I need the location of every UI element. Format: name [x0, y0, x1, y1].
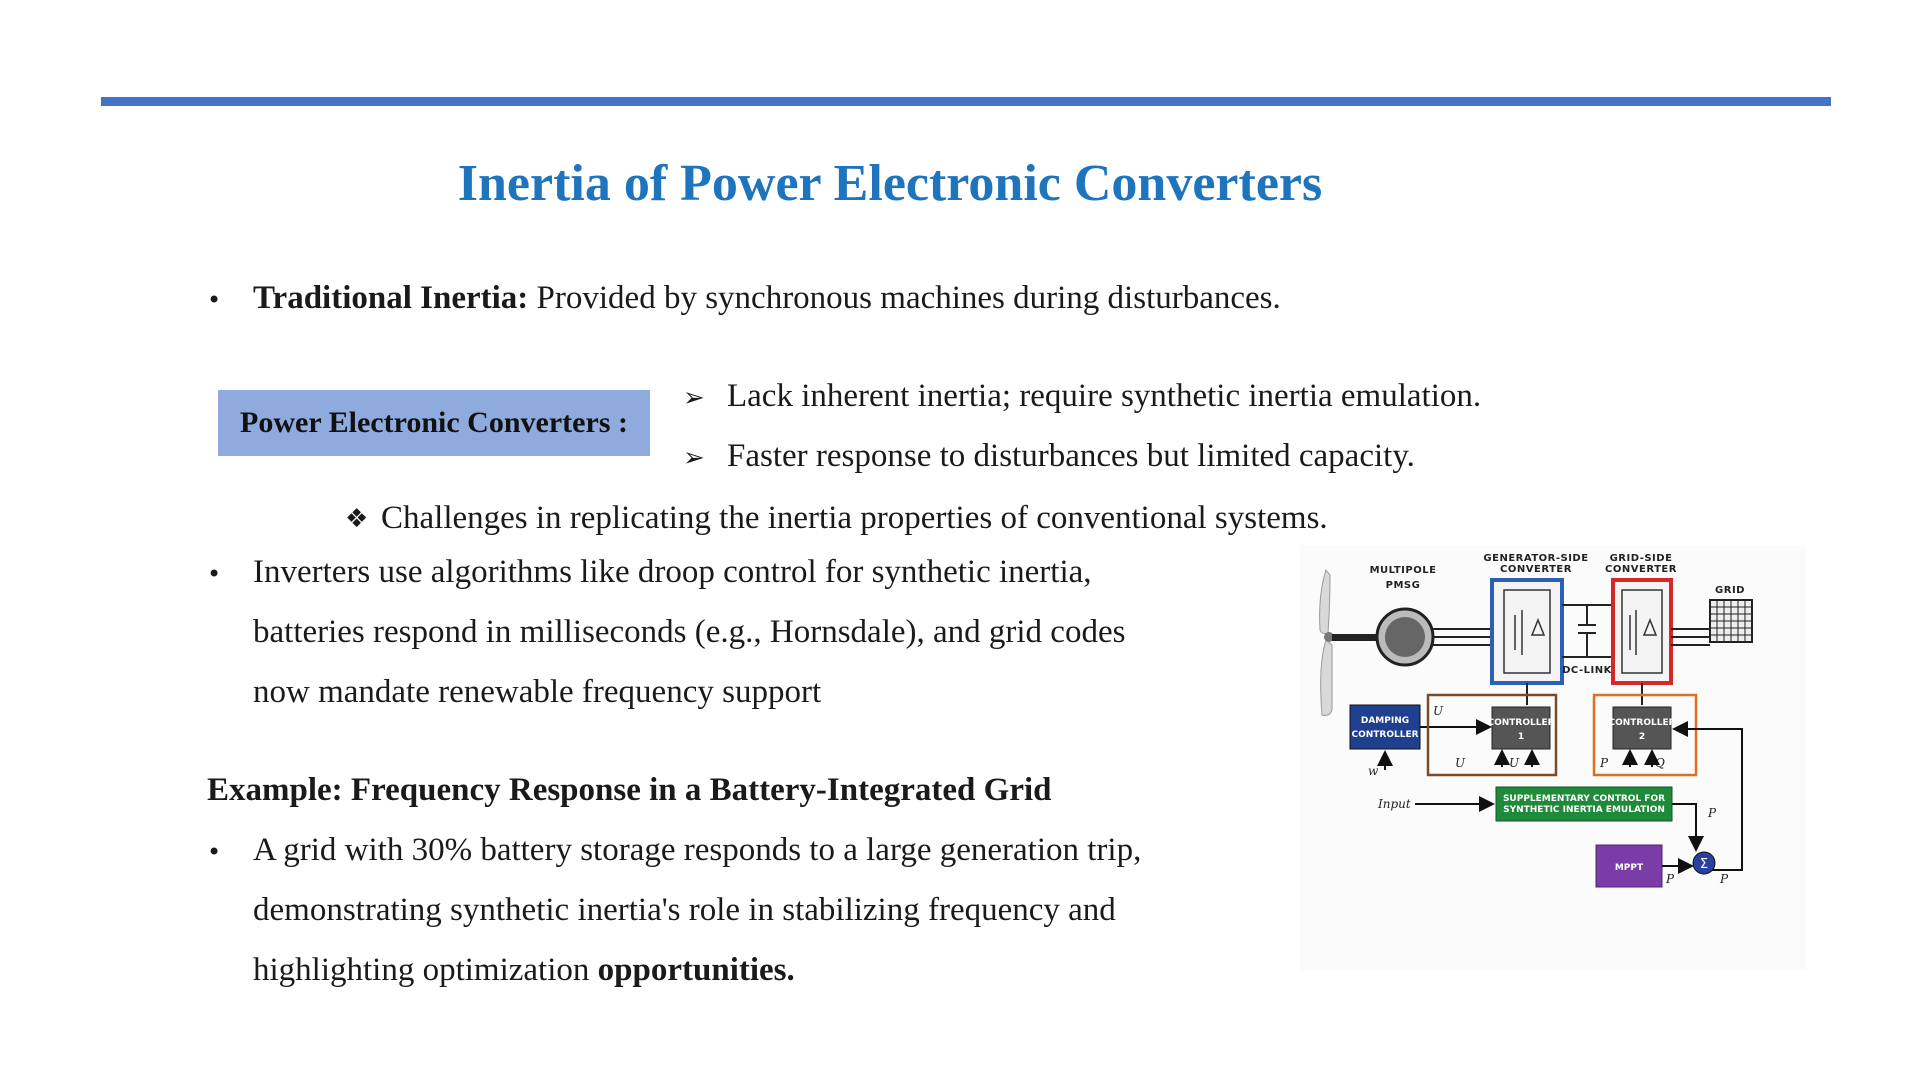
controller-2-number: 2	[1638, 732, 1646, 742]
dc-link-label: DC-LINK	[1562, 665, 1612, 676]
p-grid-label: P	[1600, 756, 1609, 770]
grid-side-label-2: CONVERTER	[1605, 564, 1677, 575]
grid-side-label-1: GRID-SIDE	[1609, 553, 1673, 564]
p-i-label: P	[1708, 806, 1717, 820]
multipole-label: MULTIPOLE	[1369, 565, 1437, 576]
p-mppt-label: P	[1666, 872, 1675, 886]
accent-bar	[101, 97, 1831, 106]
arrow-bullet-icon: ➢	[683, 443, 705, 473]
example-line-3-text: highlighting optimization	[253, 952, 598, 988]
traditional-inertia-label: Traditional Inertia:	[253, 280, 529, 316]
example-line-2: demonstrating synthetic inertia's role in stabilizing frequency and	[253, 892, 1116, 928]
u-s-label: U	[1509, 756, 1520, 770]
pec-label-box: Power Electronic Converters :	[218, 390, 650, 456]
p-ref-label: P	[1720, 872, 1729, 886]
example-heading: Example: Frequency Response in a Battery-Integrated Grid	[207, 772, 1052, 808]
slide-title: Inertia of Power Electronic Converters	[457, 155, 1323, 212]
inverters-line-1: Inverters use algorithms like droop control for synthetic inertia,	[253, 554, 1092, 590]
example-bold-end: opportunities.	[597, 952, 795, 988]
input-label: Input	[1378, 797, 1411, 811]
inverters-line-2: batteries respond in milliseconds (e.g., Hornsdale), and grid codes	[253, 614, 1126, 650]
grid-label: GRID	[1715, 585, 1745, 596]
pmsg-label: PMSG	[1385, 580, 1421, 591]
grid-icon	[1710, 600, 1752, 642]
example-line-3	[253, 952, 795, 989]
damping-controller-block	[1350, 705, 1420, 749]
controller-1-label: CONTROLLER	[1487, 718, 1555, 728]
gen-side-label-1: GENERATOR-SIDE	[1483, 553, 1589, 564]
diagram-svg	[1300, 545, 1806, 970]
bullet-dot: •	[207, 838, 222, 866]
controller-1-number: 1	[1517, 732, 1525, 742]
damping-label-2: CONTROLLER	[1351, 730, 1419, 740]
w-r-label: w	[1368, 764, 1379, 778]
sigma-label: Σ	[1699, 857, 1709, 872]
q-grid-label: Q	[1655, 756, 1665, 770]
controller-2-label: CONTROLLER	[1608, 718, 1676, 728]
wind-turbine-icon	[1320, 570, 1334, 715]
controller-2-block	[1613, 707, 1671, 749]
challenge-text: Challenges in replicating the inertia properties of conventional systems.	[381, 500, 1328, 536]
gen-side-converter-block	[1492, 580, 1562, 683]
controller-1-block	[1492, 707, 1550, 749]
pec-point-2: Faster response to disturbances but limited capacity.	[727, 438, 1415, 474]
gen-side-label-2: CONVERTER	[1500, 564, 1572, 575]
u-dc-ref-label: U	[1433, 704, 1444, 718]
example-line-1: A grid with 30% battery storage responds to a large generation trip,	[253, 832, 1142, 868]
u-dc-label: U	[1455, 756, 1466, 770]
diamond-bullet-icon: ❖	[345, 504, 369, 534]
supplementary-label-1: SUPPLEMENTARY CONTROL FOR	[1502, 794, 1666, 804]
bullet-dot: •	[207, 286, 222, 314]
supplementary-label-2: SYNTHETIC INERTIA EMULATION	[1503, 805, 1665, 815]
bullet-dot: •	[207, 560, 222, 588]
arrow-bullet-icon: ➢	[683, 383, 705, 413]
pmsg-generator-icon	[1377, 609, 1433, 665]
damping-label-1: DAMPING	[1360, 716, 1410, 726]
synthetic-inertia-diagram	[1300, 545, 1806, 970]
traditional-inertia-body: Provided by synchronous machines during disturbances.	[528, 280, 1281, 316]
inverters-line-3: now mandate renewable frequency support	[253, 674, 822, 710]
pec-point-1: Lack inherent inertia; require synthetic inertia emulation.	[727, 378, 1482, 414]
traditional-inertia-text	[253, 280, 1281, 317]
supplementary-control-block	[1496, 787, 1672, 821]
mppt-label: MPPT	[1614, 863, 1644, 873]
